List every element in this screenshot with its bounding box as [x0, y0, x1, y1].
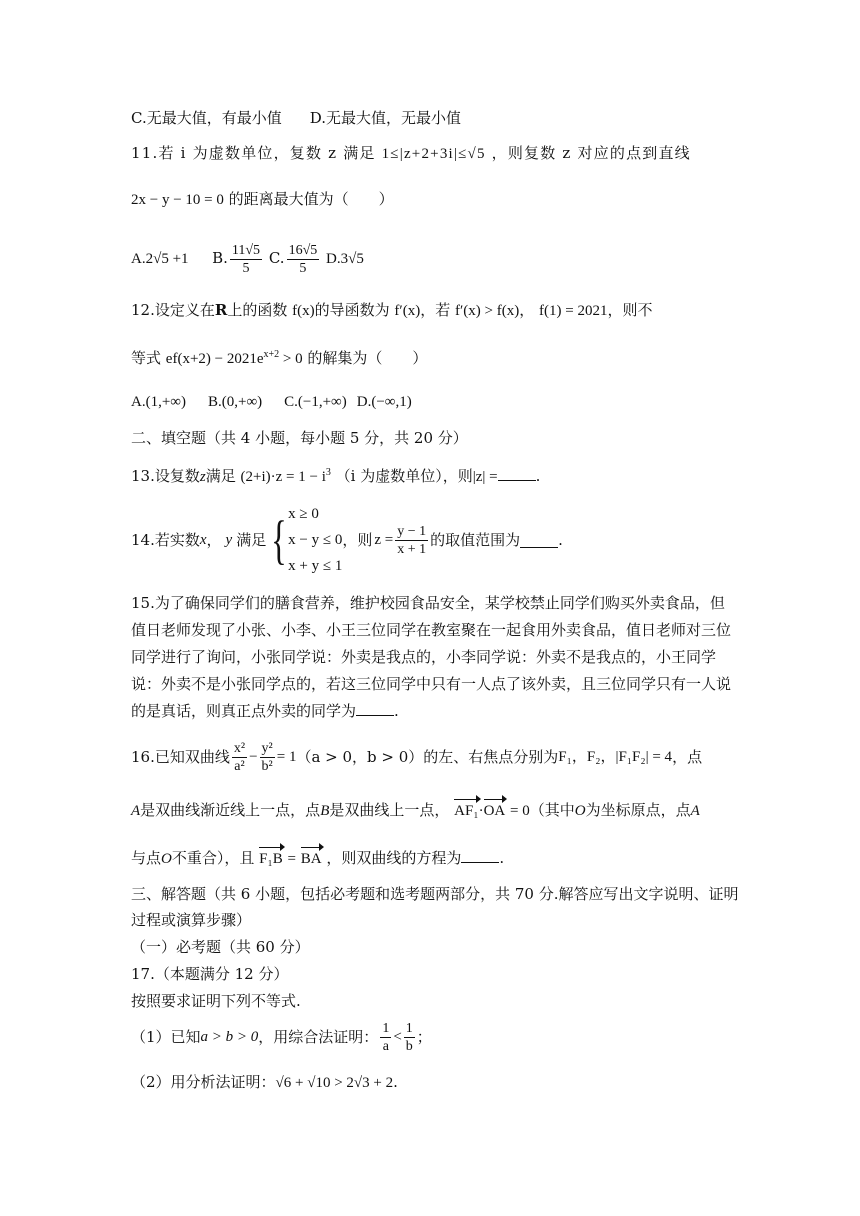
- q13: 13.设复数z满足 $(2+i)\cdot z = 1 - i^3$ （i 为虚数单位），则|z| = .: [131, 467, 541, 485]
- section-2-heading: 二、填空题（共 4 小题，每小题 5 分，共 20 分）: [131, 429, 468, 447]
- q17-instruction: 按照要求证明下列不等式.: [131, 992, 301, 1010]
- q16-answer-blank: [461, 848, 499, 863]
- q11-options: A.2√5 +1 B. $\frac{11√5}{5}$ C. $\frac{16√5}{5}$ D.3√5: [131, 242, 364, 276]
- q14: 14.若实数 x ， y 满足 { x ≥ 0 x − y ≤ 0 x + y ≤ 1 ，则 z = $\frac{y - 1}{x + 1}$ 的取值范围为 .: [131, 500, 731, 580]
- q16-line1: 16.已知双曲线 $\frac{\text{x²}}{\text{a²}}$ − $\frac{\text{y²}}{\text{b²}}$ = 1 （a > 0，b > 0）的左、右焦点分别为 F₁，F₂， |F₁F₂| = 4 ，点: [131, 740, 703, 774]
- q11-option-a: A.2√5 +1: [131, 251, 189, 267]
- q15: 15.为了确保同学们的膳食营养，维护校园食品安全，某学校禁止同学们购买外卖食品，但值日老师发现了小张、小李、小王三位同学在教室聚在一起食用外卖食品，值日老师对三位同学进行了询问，小张同学说：外卖是我点的，小李同学说：外卖不是我点的，小王同学说：外卖不是小张同学点的，若这三位同学中只有一人点了该外卖，且三位同学只有一人说的是真话，则真正点外卖的同学为 .: [131, 594, 732, 720]
- q12-line1: 12.设定义在R上的函数 f(x)的导函数为 f′(x)，若 f′(x) > f(x)， f(1) = 2021，则不: [131, 301, 653, 319]
- q12-inequality: $ef(x+2) - 2021e^{x+2} > 0$: [165, 349, 303, 367]
- section-3-heading-line1: 三、解答题（共 6 小题，包括必考题和选考题两部分，共 70 分.解答应写出文字说明、证明: [131, 885, 739, 903]
- q17-inequality: √6 + √10 > 2√3 + 2: [275, 1075, 394, 1091]
- q11-line1: 11.若 i 为虚数单位，复数 z 满足 1≤|z+2+3i|≤√5 ，则复数 z 对应的点到直线: [131, 144, 691, 162]
- q15-answer-blank: [356, 701, 394, 716]
- q11-option-b-fraction: $\frac{11√5}{5}$: [231, 242, 261, 276]
- q11-condition: 1≤|z+2+3i|≤√5: [381, 146, 486, 162]
- q12-condition-2: f(1) = 2021: [539, 303, 608, 319]
- q12-option-b: B.(0,+∞): [207, 394, 263, 410]
- q12-condition-1: f′(x) > f(x): [455, 303, 520, 319]
- q11-option-c-fraction: $\frac{16√5}{5}$: [288, 242, 318, 276]
- q10-option-c: C.无最大值，有最小值: [131, 109, 282, 127]
- q14-answer-blank: [520, 533, 558, 548]
- q14-constraint-system: { x ≥ 0 x − y ≤ 0 x + y ≤ 1: [271, 506, 343, 574]
- q12-option-a: A.(1,+∞): [131, 394, 186, 410]
- q12-line2: 等式 $ef(x+2) - 2021e^{x+2} > 0$ 的解集为（ ）: [131, 349, 428, 367]
- section-3-heading-line2: 过程或演算步骤）: [131, 911, 252, 929]
- q14-fraction: $\frac{y - 1}{x + 1}$: [397, 523, 427, 557]
- q10-options-line: [131, 108, 731, 128]
- q11-line-equation: 2x − y − 10 = 0: [131, 192, 224, 208]
- q10-option-d: D.无最大值，无最小值: [309, 109, 461, 127]
- q13-answer-blank: [498, 466, 536, 481]
- subsection-required: （一）必考题（共 60 分）: [131, 938, 310, 956]
- q12-option-c: C.(−1,+∞): [284, 394, 347, 410]
- q12-option-d: D.(−∞,1): [356, 394, 412, 410]
- q12-options: [131, 391, 731, 412]
- q16-line3: 与点O不重合），且 F₁B = BA ，则双曲线的方程为 .: [131, 849, 505, 867]
- q13-equation: $(2+i)\cdot z = 1 - i^3$: [240, 467, 331, 485]
- q11-option-d: D.3√5: [326, 251, 364, 267]
- q17-part2: （2）用分析法证明：√6 + √10 > 2√3 + 2.: [131, 1073, 398, 1091]
- q11-line2: 2x − y − 10 = 0 的距离最大值为（ ）: [131, 190, 394, 208]
- q16-line2: A是双曲线渐近线上一点，点B是双曲线上一点， AF₁·OA = 0（其中O为坐标原点，点A: [131, 801, 700, 819]
- q17-part1: （1）已知 a > b > 0 ，用综合法证明： $\frac{1}{a}$ < $\frac{1}{b}$ ；: [131, 1020, 432, 1054]
- q17-header: 17.（本题满分 12 分）: [131, 965, 289, 983]
